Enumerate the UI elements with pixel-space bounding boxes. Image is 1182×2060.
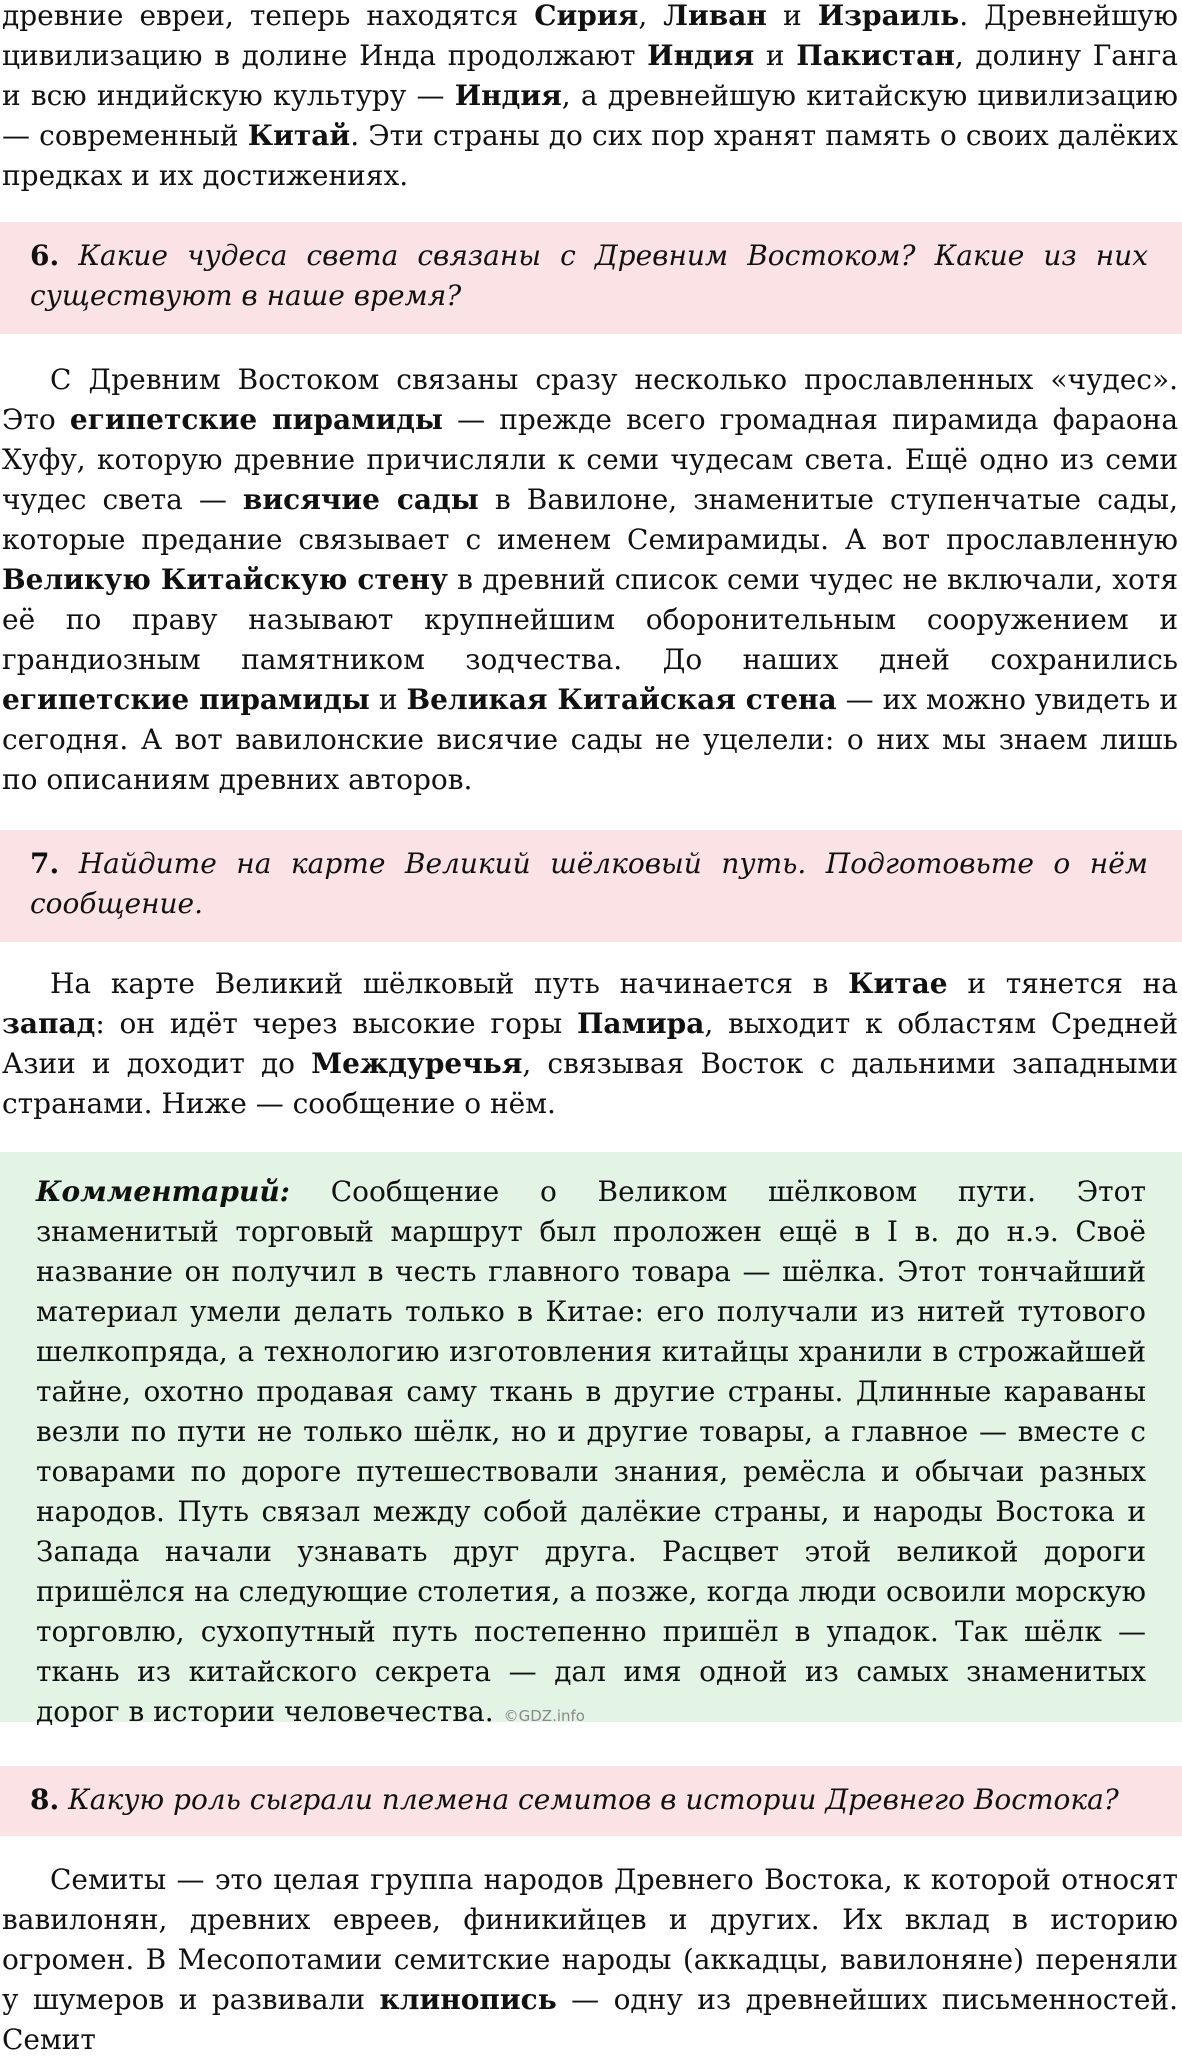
question-text: Найдите на карте Великий шёлковый путь. Подготовьте о нём сообщение.: [30, 847, 1148, 920]
copyright-mark: ©GDZ.info: [503, 1707, 585, 1725]
answer-7-paragraph: На карте Великий шёлковый путь начинается в Китае и тянется на запад: он идёт через высокие горы Памира, выходит к областям Средней Азии и доходит до Междуречья, связывая Восток с дальними западными странами. Ниже — сообщение о нём.: [2, 967, 1178, 1120]
comment-label: Комментарий:: [36, 1175, 291, 1208]
answer-8-paragraph: Семиты — это целая группа народов Древнего Востока, к которой относят вавилонян, древних евреев, финикийцев и других. Их вклад в историю огромен. В Месопотамии семитские народы (аккадцы, вавилоняне) переняли у шумеров и развивали клинопись — одну из древнейших письменностей. Семит: [2, 1863, 1178, 2056]
comment-box: [0, 1152, 1182, 1728]
intro-paragraph: древние евреи, теперь находятся Сирия, Ливан и Израиль. Древнейшую цивилизацию в долине Инда продолжают Индия и Пакистан, долину Ганга и всю индийскую культуру — Индия, а древнейшую китайскую цивилизацию — современный Китай. Эти страны до сих пор хранят память о своих далёких предках и их достижениях.: [2, 0, 1179, 192]
question-text: Какую роль сыграли племена семитов в истории Древнего Востока?: [68, 1783, 1119, 1816]
question-7-box: [0, 830, 1182, 942]
question-number: 6.: [30, 239, 60, 272]
question-text: Какие чудеса света связаны с Древним Востоком? Какие из них существуют в наше время?: [30, 239, 1148, 312]
comment-text: Сообщение о Великом шёлковом пути. Этот знаменитый торговый маршрут был проложен ещё в I в. до н.э. Своё название он получил в честь главного товара — шёлка. Этот тончайший материал умели делать только в Китае: его получали из нитей тутового шелкопряда, а технологию изготовления китайцы хранили в строжайшей тайне, охотно продавая саму ткань в другие страны. Длинные караваны везли по пути не только шёлк, но и другие товары, а главное — вместе с товарами по дороге путешествовали знания, ремёсла и обычаи разных народов. Путь связал между собой далёкие страны, и народы Востока и Запада начали узнавать друг друга. Расцвет этой великой дороги пришёлся на следующие столетия, а позже, когда люди освоили морскую торговлю, сухопутный путь постепенно пришёл в упадок. Так шёлк — ткань из китайского секрета — дал имя одной из самых знаменитых дорог в истории человечества.: [36, 1175, 1146, 1728]
question-number: 8.: [30, 1783, 60, 1816]
answer-6-paragraph: С Древним Востоком связаны сразу несколько прославленных «чудес». Это египетские пирамиды — прежде всего громадная пирамида фараона Хуфу, которую древние причисляли к семи чудесам света. Ещё одно из семи чудес света — висячие сады в Вавилоне, знаменитые ступенчатые сады, которые предание связывает с именем Семирамиды. А вот прославленную Великую Китайскую стену в древний список семи чудес не включали, хотя её по праву называют крупнейшим оборонительным сооружением и грандиозным памятником зодчества. До наших дней сохранились египетские пирамиды и Великая Китайская стена — их можно увидеть и сегодня. А вот вавилонские висячие сады не уцелели: о них мы знаем лишь по описаниям древних авторов.: [2, 363, 1179, 796]
question-8-box: [0, 1766, 1182, 1836]
question-number: 7.: [30, 847, 60, 880]
question-6-box: [0, 222, 1182, 334]
